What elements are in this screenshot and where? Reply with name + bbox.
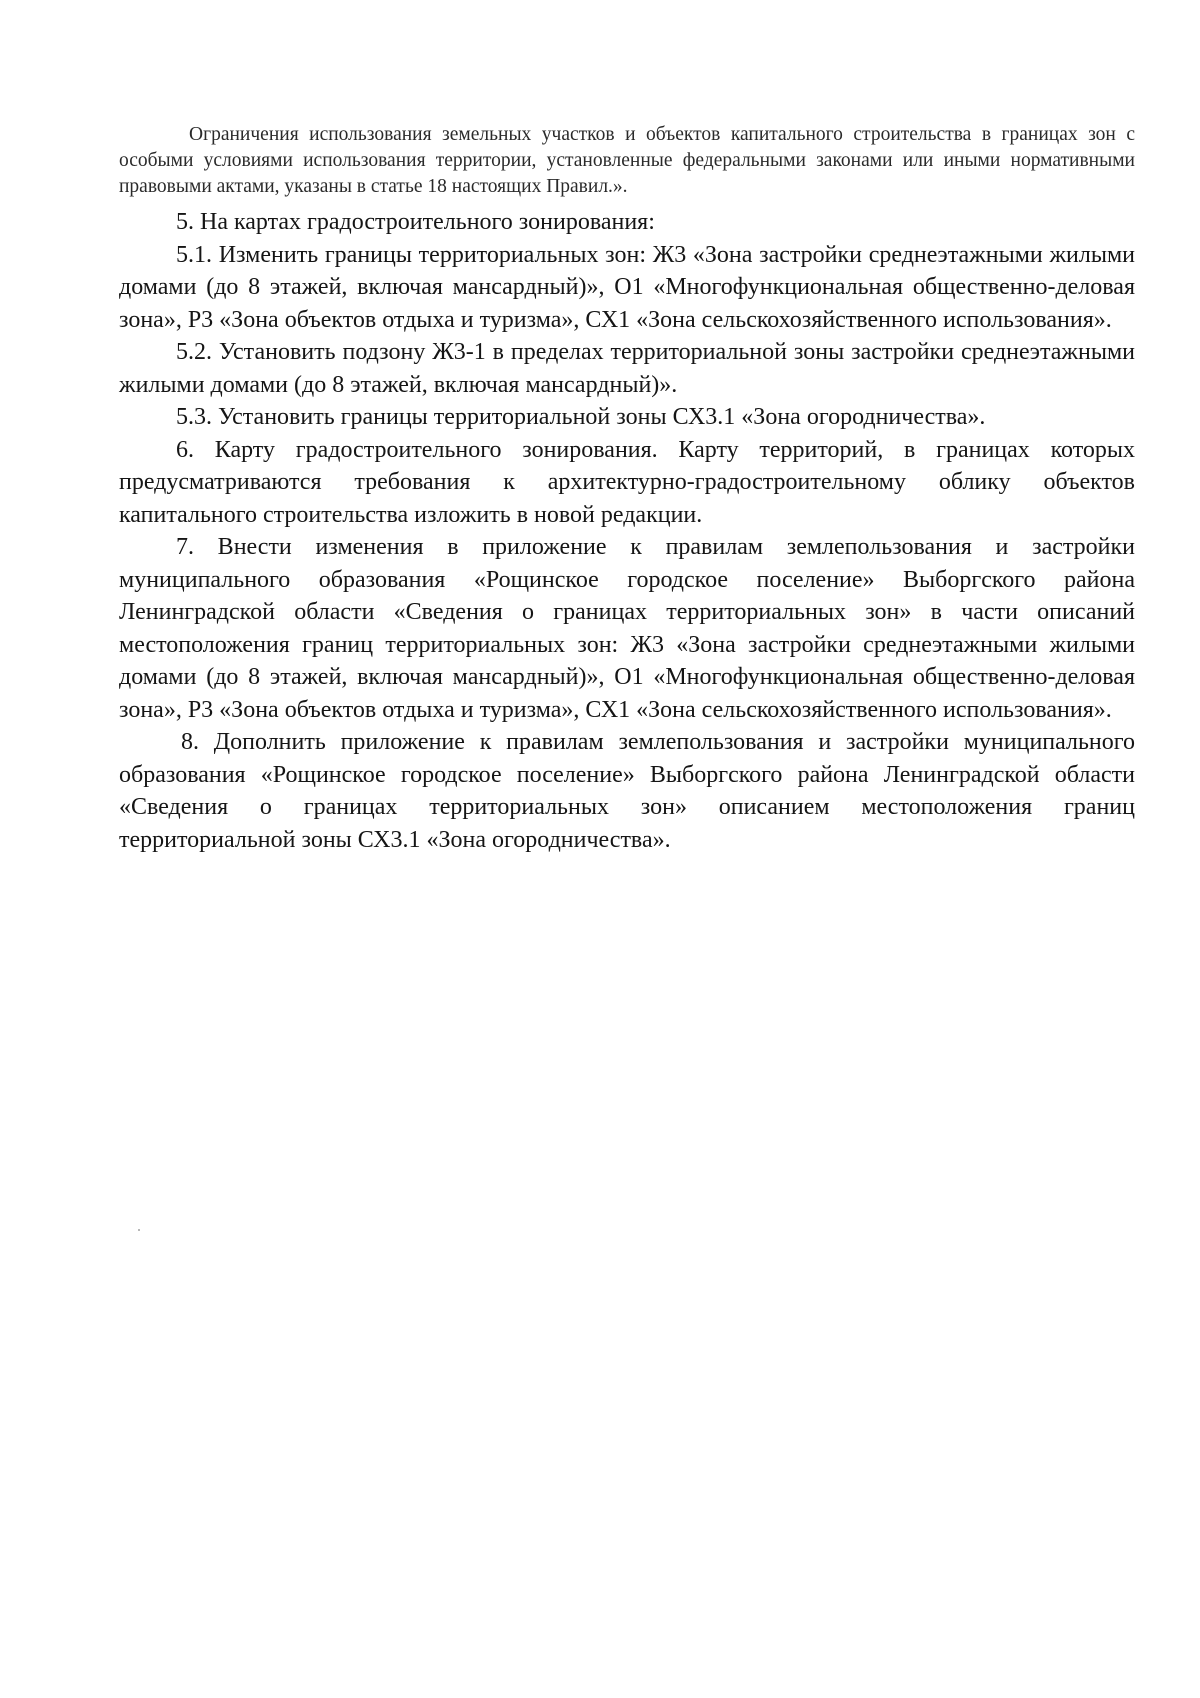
- document-body: [119, 122, 1135, 856]
- paragraph-5-2: 5.2. Установить подзону Ж3-1 в пределах территориальной зоны застройки среднеэтажными жилыми домами (до 8 этажей, включая мансардный)».: [119, 339, 1135, 398]
- paragraph-5-1: 5.1. Изменить границы территориальных зон: Ж3 «Зона застройки среднеэтажными жилыми домами (до 8 этажей, включая мансардный)», О1 «Многофункциональная общественно-деловая зона», Р3 «Зона объектов отдыха и туризма», СХ1 «Зона сельскохозяйственного использования».: [119, 241, 1135, 333]
- paragraph-8: 8. Дополнить приложение к правилам землепользования и застройки муниципального образования «Рощинское городское поселение» Выборгского района Ленинградской области «Сведения о границах территориальных зон» описанием местоположения границ территориальной зоны СХ3.1 «Зона огородничества».: [119, 729, 1135, 853]
- intro-paragraph: Ограничения использования земельных участков и объектов капитального строительства в границах зон с особыми условиями использования территории, установленные федеральными законами или иными нормативными правовыми актами, указаны в статье 18 настоящих Правил.».: [119, 124, 1135, 197]
- paragraph-5: 5. На картах градостроительного зонирования:: [176, 209, 655, 235]
- scan-speck: [138, 1229, 140, 1231]
- paragraph-5-3: 5.3. Установить границы территориальной зоны СХ3.1 «Зона огородничества».: [176, 404, 986, 430]
- paragraph-6: 6. Карту градостроительного зонирования. Карту территорий, в границах которых предусматриваются требования к архитектурно-градостроительному облику объектов капитального строительства изложить в новой редакции.: [119, 436, 1135, 528]
- paragraph-7: 7. Внести изменения в приложение к правилам землепользования и застройки муниципального образования «Рощинское городское поселение» Выборгского района Ленинградской области «Сведения о границах территориальных зон» в части описаний местоположения границ территориальных зон: Ж3 «Зона застройки среднеэтажными жилыми домами (до 8 этажей, включая мансардный)», О1 «Многофункциональная общественно-деловая зона», Р3 «Зона объектов отдыха и туризма», СХ1 «Зона сельскохозяйственного использования».: [119, 534, 1135, 723]
